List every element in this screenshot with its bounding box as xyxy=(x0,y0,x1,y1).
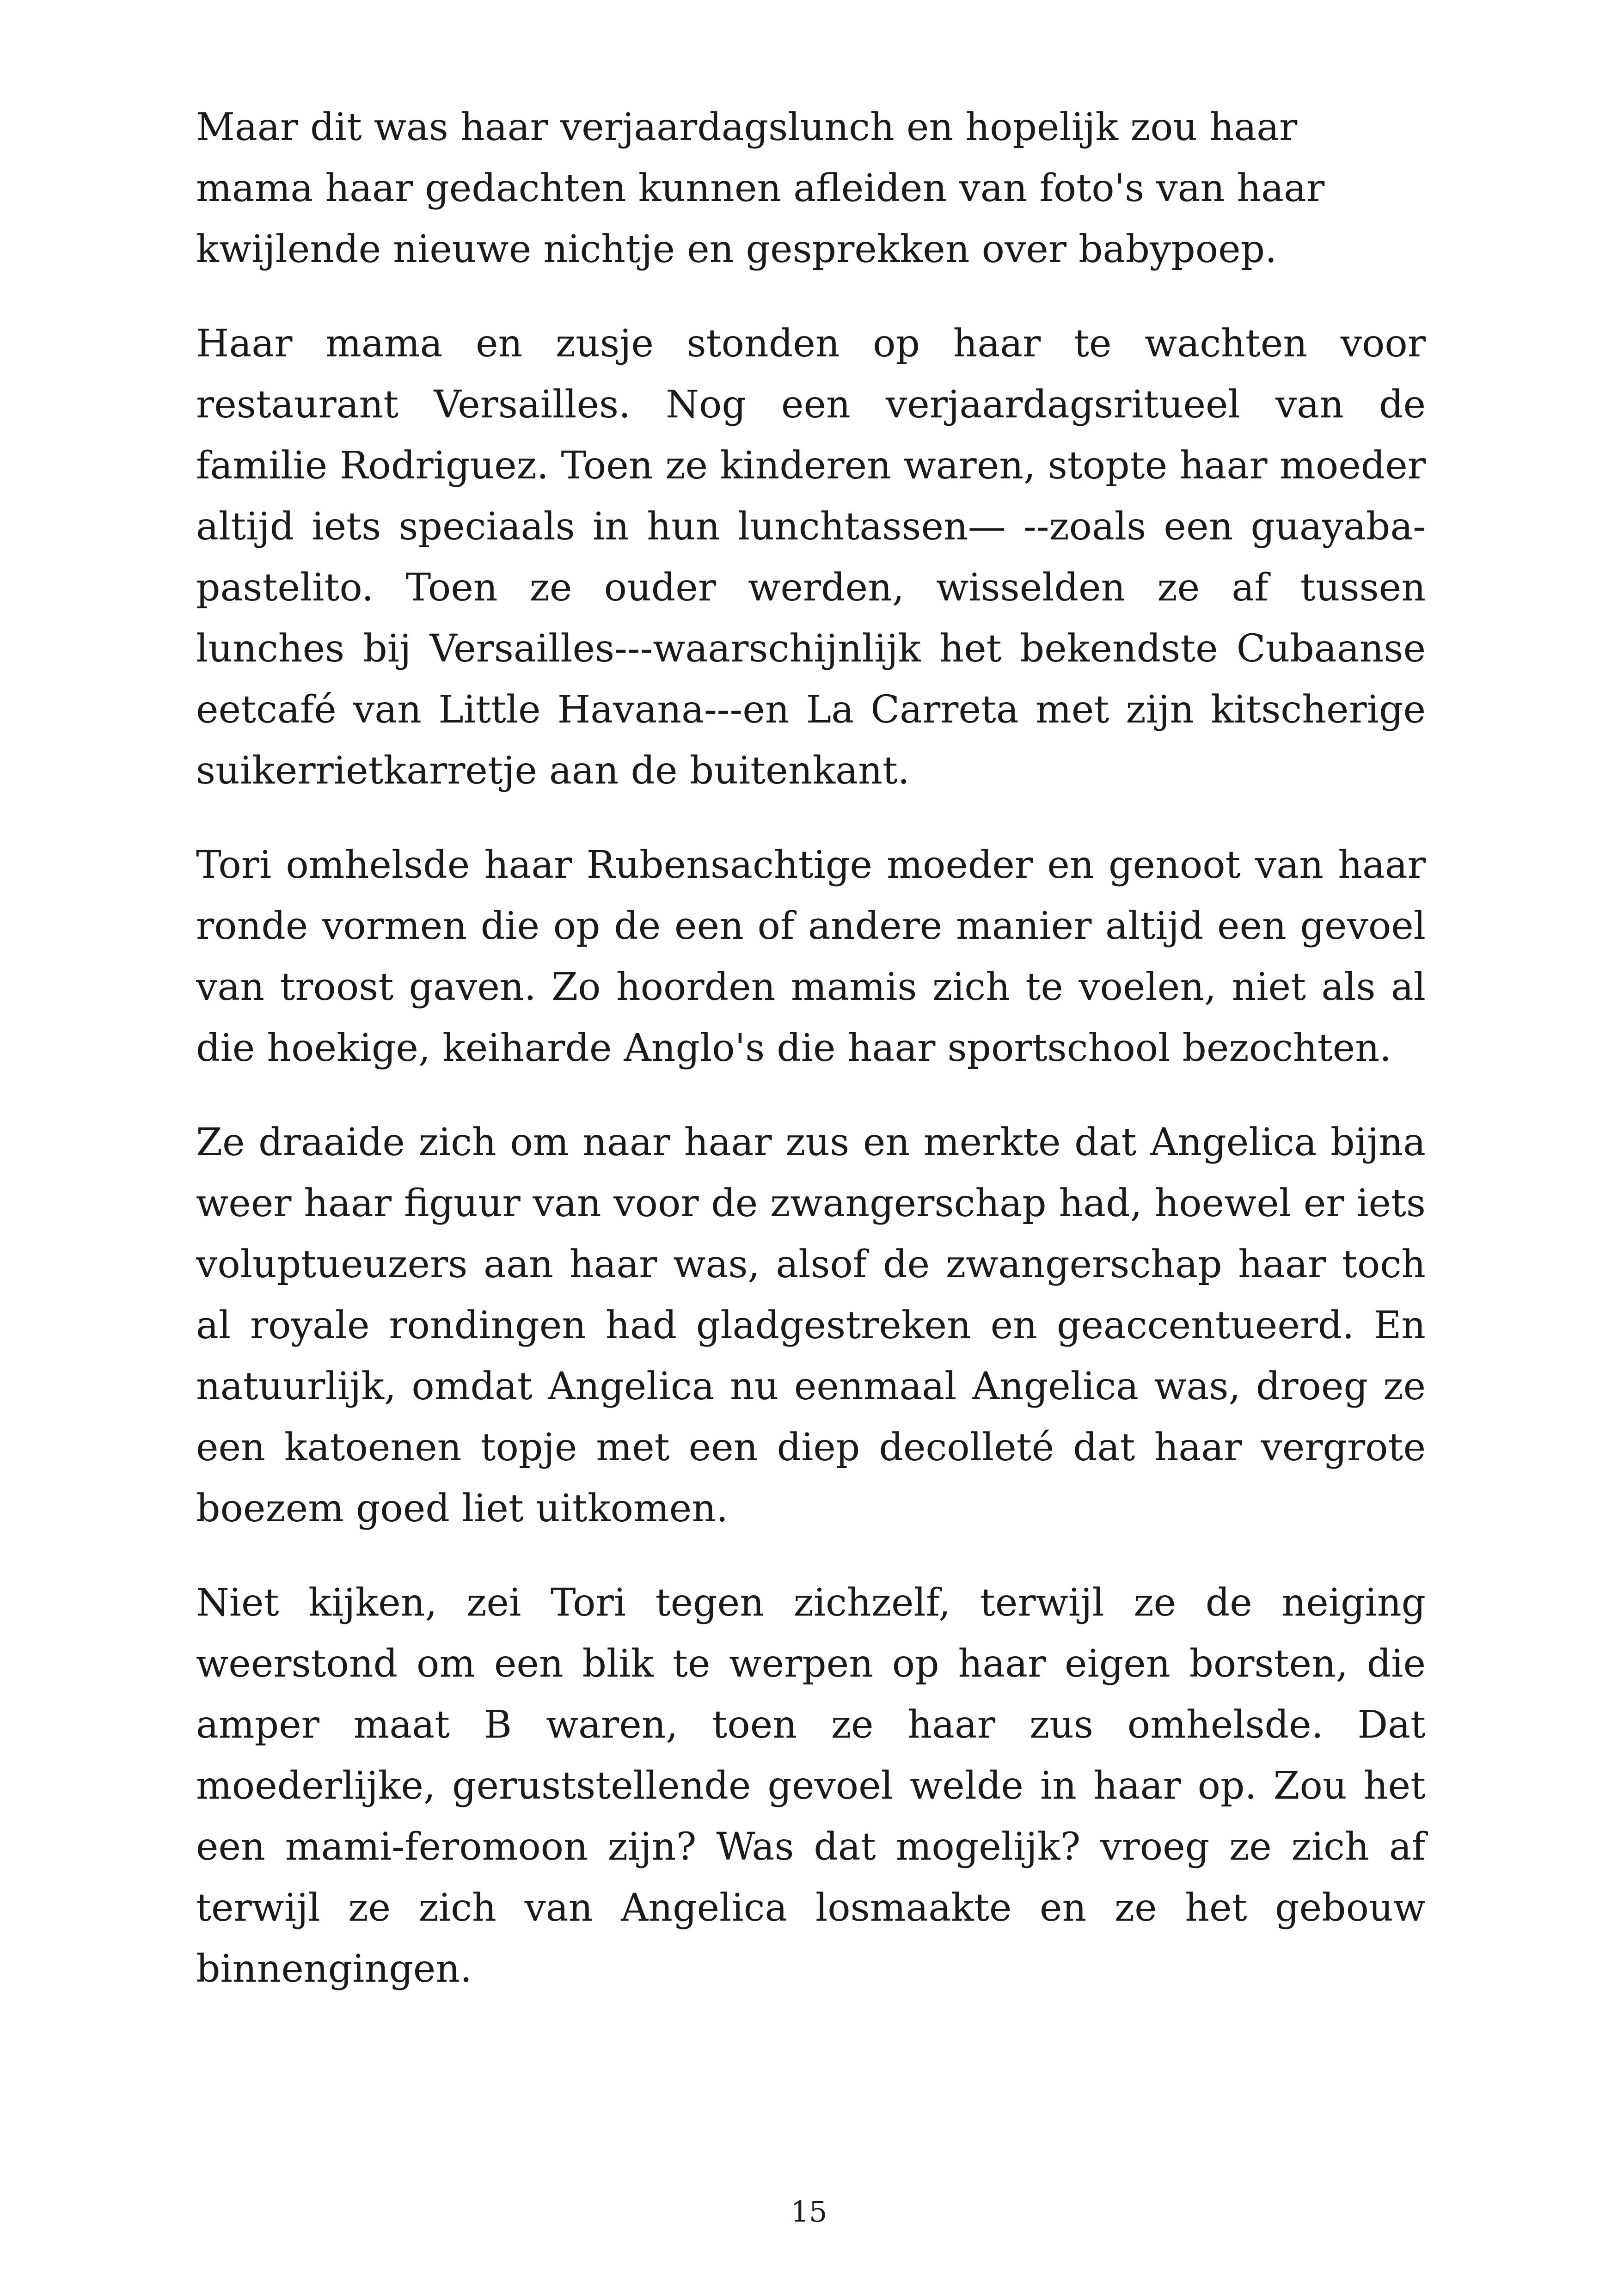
paragraph-5: Niet kijken, zei Tori tegen zichzelf, terwijl ze de neiging weerstond om een blik te werpen op haar eigen borsten, die amper maat B waren, toen ze haar zus omhelsde. Dat moederlijke, geruststellende gevoel welde in haar op. Zou het een mami-feromoon zijn? Was dat mogelijk? vroeg ze zich af terwijl ze zich van Angelica losmaakte en ze het gebouw binnengingen. xyxy=(196,1581,1426,1991)
paragraph-1: Maar dit was haar verjaardagslunch en hopelijk zou haar mama haar gedachten kunnen afleiden van foto's van haar kwijlende nieuwe nichtje en gesprekken over babypoep. xyxy=(196,105,1325,271)
page-number: 15 xyxy=(791,2195,827,2229)
body-text xyxy=(196,97,1426,2033)
paragraph-2: Haar mama en zusje stonden op haar te wachten voor restaurant Versailles. Nog een verjaardagsritueel van de familie Rodriguez. Toen ze kinderen waren, stopte haar moeder altijd iets speciaals in hun lunchtassen— --zoals een guayaba-pastelito. Toen ze ouder werden, wisselden ze af tussen lunches bij Versailles---waarschijnlijk het bekendste Cubaanse eetcafé van Little Havana---en La Carreta met zijn kitscherige suikerrietkarretje aan de buitenkant. xyxy=(196,322,1426,793)
paragraph-4: Ze draaide zich om naar haar zus en merkte dat Angelica bijna weer haar figuur van voor de zwangerschap had, hoewel er iets voluptueuzers aan haar was, alsof de zwangerschap haar toch al royale rondingen had gladgestreken en geaccentueerd. En natuurlijk, omdat Angelica nu eenmaal Angelica was, droeg ze een katoenen topje met een diep decolleté dat haar vergrote boezem goed liet uitkomen. xyxy=(196,1120,1426,1531)
paragraph-3: Tori omhelsde haar Rubensachtige moeder en genoot van haar ronde vormen die op de een of andere manier altijd een gevoel van troost gaven. Zo hoorden mamis zich te voelen, niet als al die hoekige, keiharde Anglo's die haar sportschool bezochten. xyxy=(196,843,1426,1070)
